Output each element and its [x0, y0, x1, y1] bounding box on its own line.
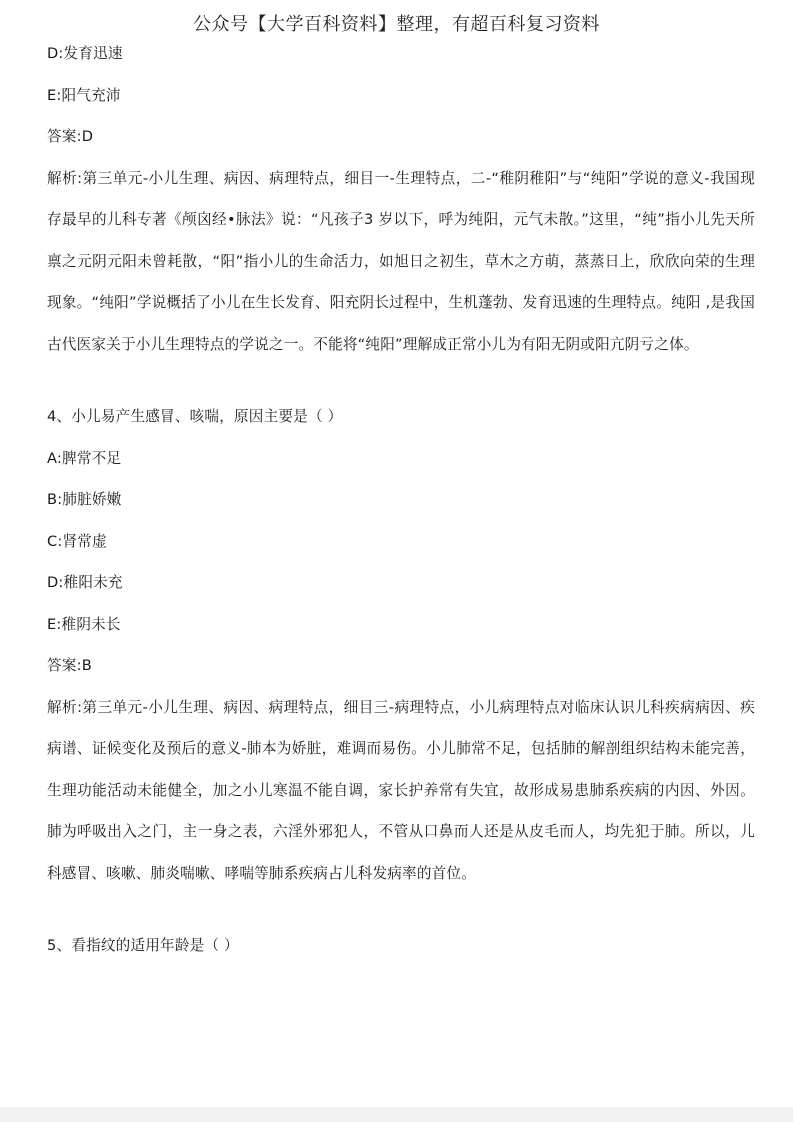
q4-option-b: B:肺脏娇嫩 [47, 491, 122, 508]
spacer [47, 365, 755, 407]
page-header: 公众号【大学百科资料】整理，有超百科复习资料 [193, 14, 600, 35]
q5-question: 5、看指纹的适用年龄是（ ） [47, 937, 239, 954]
q4-analysis: 解析:第三单元-小儿生理、病因、病理特点，细目三-病理特点，小儿病理特点对临床认识儿科疾病病因、疾病谱、证候变化及预后的意义-肺本为娇脏，难调而易伤。小儿肺常不足，包括肺的解剖组织结构未能完善，生理功能活动未能健全，加之小儿寒温不能自调，家长护养常有失宜，故形成易患肺系疾病的内因、外因。肺为呼吸出入之门，主一身之表，六淫外邪犯人，不管从口鼻而人还是从皮毛而人，均先犯于肺。所以，儿科感冒、咳嗽、肺炎喘嗽、哮喘等肺系疾病占儿科发病率的首位。 [47, 698, 755, 882]
q4-option-a: A:脾常不足 [47, 449, 122, 467]
page-bottom-band [0, 1107, 793, 1122]
q4-question: 4、小儿易产生感冒、咳喘，原因主要是（ ） [47, 408, 343, 425]
q3-option-e: E:阳气充沛 [47, 86, 121, 104]
q3-answer: 答案:D [47, 128, 94, 145]
document-body [47, 40, 755, 974]
q4-option-c: C:肾常虚 [47, 532, 107, 550]
q3-option-d: D:发育迅速 [47, 45, 123, 62]
q4-option-d: D:稚阳未充 [47, 574, 123, 591]
q4-option-e: E:稚阴未长 [47, 615, 121, 633]
q3-analysis: 解析:第三单元-小儿生理、病因、病理特点，细目一-生理特点，二-“稚阴稚阳”与“纯阳”学说的意义-我国现存最早的儿科专著《颅囟经•脉法》说：“凡孩子3 岁以下，呼为纯阳，元气未散。”这里，“纯”指小儿先天所禀之元阴元阳未曾耗散，“阳”指小儿的生命活力，如旭日之初生，草木之方萌，蒸蒸日上，欣欣向荣的生理现象。“纯阳”学说概括了小儿在生长发育、阳充阴长过程中，生机蓬勃、发育迅速的生理特点。纯阳 ,是我国古代医家关于小儿生理特点的学说之一。不能将“纯阳”理解成正常小儿为有阳无阴或阳亢阴亏之体。 [47, 169, 755, 353]
q4-answer: 答案:B [47, 657, 92, 674]
spacer [47, 894, 755, 936]
